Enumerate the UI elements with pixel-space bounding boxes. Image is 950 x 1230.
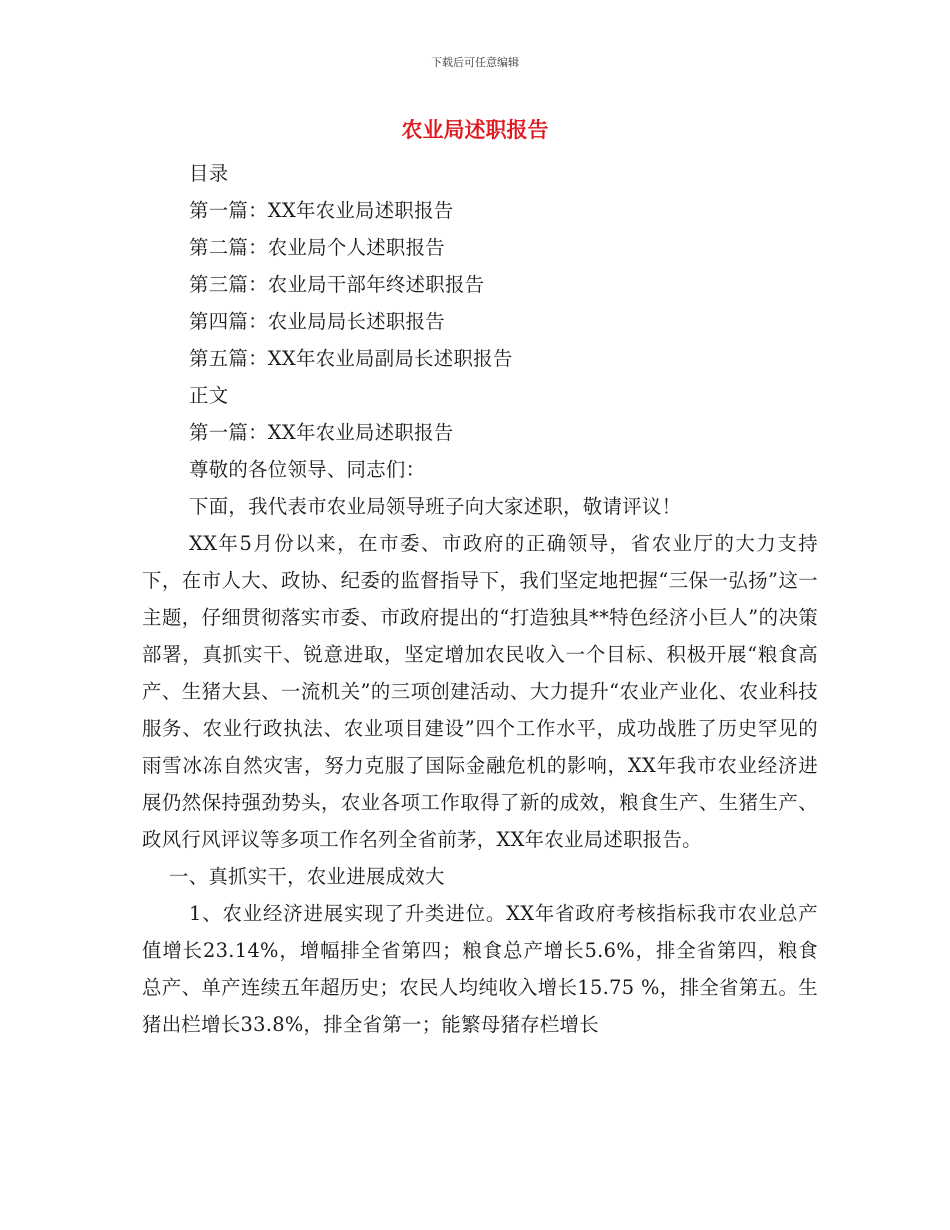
salutation: 尊敬的各位领导、同志们： [189, 458, 426, 481]
document-body [142, 155, 818, 1043]
toc-item: 第一篇：XX年农业局述职报告 [189, 199, 454, 222]
body-heading: 正文 [189, 384, 229, 407]
toc-item: 第二篇：农业局个人述职报告 [189, 236, 445, 259]
document-title: 农业局述职报告 [401, 118, 549, 142]
article-title: 第一篇：XX年农业局述职报告 [189, 421, 454, 444]
section-heading-1: 一、真抓实干，农业进展成效大 [169, 865, 445, 888]
header-note: 下载后可任意编辑 [431, 56, 519, 69]
paragraph-1: XX年5月份以来，在市委、市政府的正确领导，省农业厅的大力支持下，在市人大、政协、纪委的监督指导下，我们坚定地把握“三保一弘扬”这一主题，仔细贯彻落实市委、市政府提出的“打造独具**特色经济小巨人”的决策部署，真抓实干、锐意进取，坚定增加农民收入一个目标、积极开展“粮食高产、生猪大县、一流机关”的三项创建活动、大力提升“农业产业化、农业科技服务、农业行政执法、农业项目建设”四个工作水平，成功战胜了历史罕见的雨雪冰冻自然灾害，努力克服了国际金融危机的影响，XX年我市农业经济进展仍然保持强劲势头，农业各项工作取得了新的成效，粮食生产、生猪生产、政风行风评议等多项工作名列全省前茅，XX年农业局述职报告。 [142, 532, 818, 851]
toc-heading: 目录 [189, 162, 229, 185]
toc-item: 第三篇：农业局干部年终述职报告 [189, 273, 485, 296]
toc-item: 第五篇：XX年农业局副局长述职报告 [189, 347, 513, 370]
opening-line: 下面，我代表市农业局领导班子向大家述职，敬请评议！ [189, 495, 682, 518]
paragraph-2: 1、农业经济进展实现了升类进位。XX年省政府考核指标我市农业总产值增长23.14%，增幅排全省第四；粮食总产增长5.6%，排全省第四，粮食总产、单产连续五年超历史；农民人均纯收入增长15.75 %，排全省第五。生猪出栏增长33.8%，排全省第一；能繁母猪存栏增长 [142, 902, 818, 1036]
toc-item: 第四篇：农业局局长述职报告 [189, 310, 445, 333]
